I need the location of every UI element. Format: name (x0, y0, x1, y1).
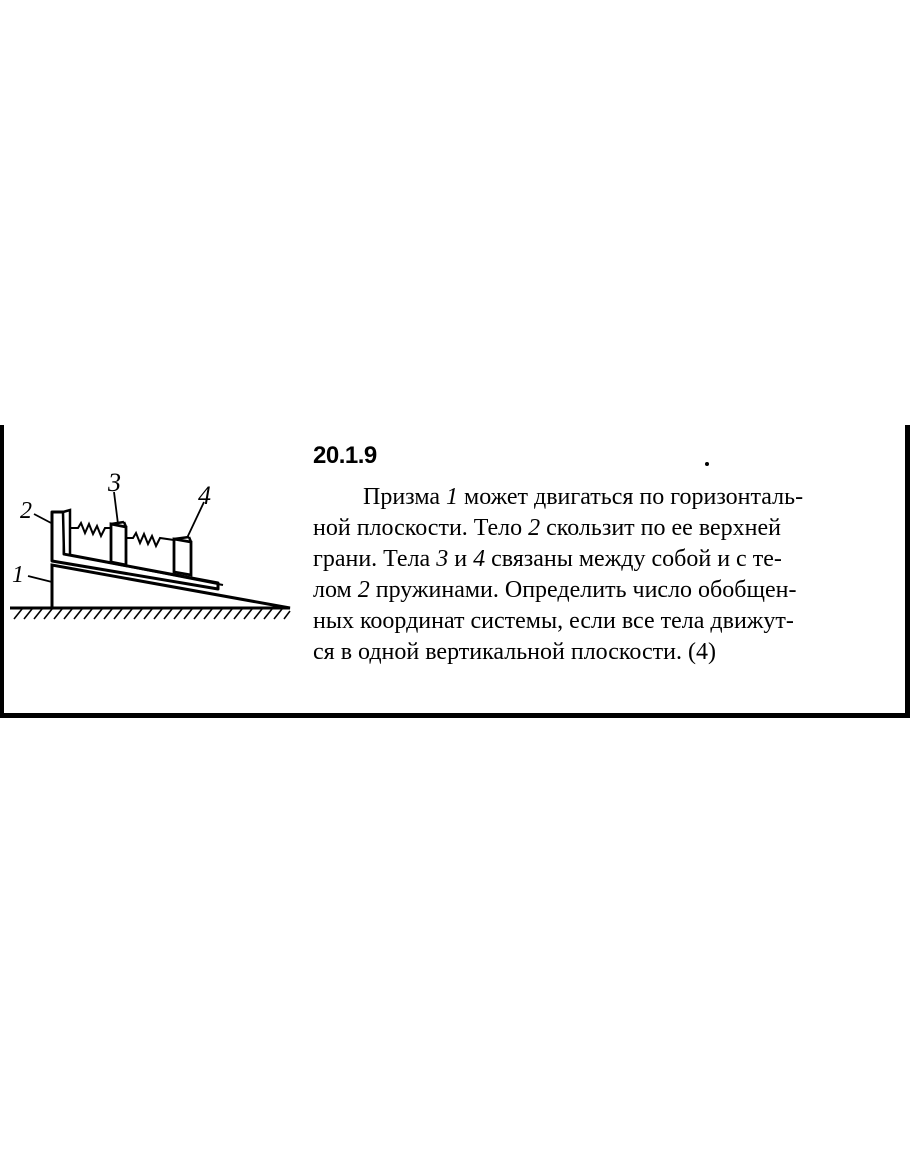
text-line (313, 544, 893, 575)
text-segment: ных координат системы, если все тела движут- (313, 608, 794, 634)
problem-statement (313, 482, 893, 668)
label-body-2: 2 (20, 498, 32, 524)
text-segment: связаны между собой и с те- (485, 546, 782, 572)
text-segment: ся в одной вертикальной плоскости. (4) (313, 639, 716, 665)
spring-2-3 (70, 523, 111, 536)
block-body-4 (174, 539, 191, 575)
ground-hatching (14, 609, 290, 619)
text-segment: грани. Тела (313, 546, 437, 572)
text-segment: лом (313, 577, 358, 603)
text-segment: может двигаться по горизонталь- (458, 484, 804, 510)
text-segment: ной плоскости. Тело (313, 515, 529, 541)
label-body-4: 4 (198, 481, 211, 510)
frame-right-border (905, 425, 910, 718)
frame-left-border (0, 425, 4, 718)
text-line (313, 637, 893, 668)
problem-number: 20.1.9 (313, 442, 377, 469)
italic-body-number: 2 (357, 577, 370, 603)
text-line (313, 575, 893, 606)
leader-line-2 (34, 514, 53, 524)
label-body-1: 1 (12, 562, 24, 588)
text-segment: и (448, 546, 474, 572)
italic-body-number: 4 (473, 546, 486, 572)
stray-dot (705, 462, 709, 466)
frame-bottom-border (0, 713, 910, 718)
text-segment: пружинами. Определить число обобщен- (369, 577, 797, 603)
italic-body-number: 2 (528, 515, 541, 541)
mechanism-figure (8, 468, 298, 638)
label-body-3: 3 (108, 468, 121, 497)
text-segment: скользит по ее верхней (540, 515, 781, 541)
text-line (313, 482, 893, 513)
italic-body-number: 3 (436, 546, 449, 572)
spring-3-4 (126, 533, 174, 546)
italic-body-number: 1 (446, 484, 458, 510)
text-segment: Призма (363, 484, 446, 510)
prism-body-1 (52, 565, 290, 608)
text-line (313, 606, 893, 637)
leader-line-1 (28, 576, 52, 582)
text-line (313, 513, 893, 544)
block-body-3 (111, 524, 126, 565)
